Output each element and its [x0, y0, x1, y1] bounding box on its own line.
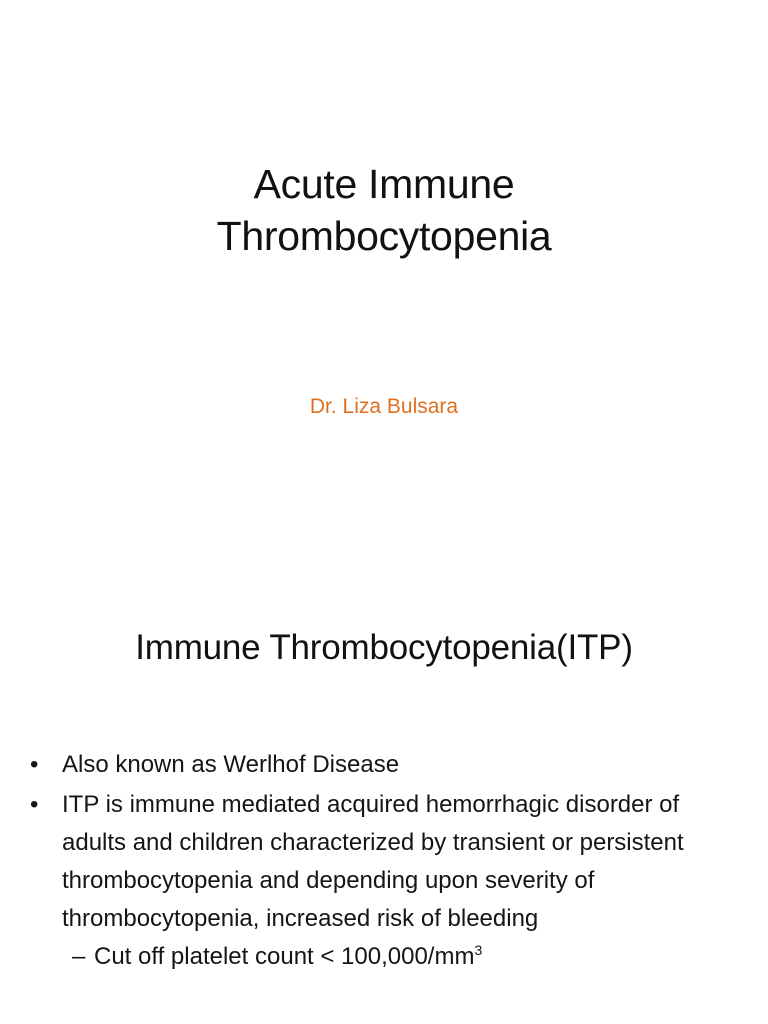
bullet-item	[30, 786, 730, 938]
author-name: Dr. Liza Bulsara	[309, 395, 459, 418]
slide-title-heading	[0, 158, 768, 262]
bullet-symbol: •	[30, 751, 39, 778]
bullet-list	[30, 746, 730, 974]
bullet-text: ITP is immune mediated acquired hemorrhagic disorder of adults and children characterized by transient or persistent thrombocytopenia and depending upon severity of thrombocytopenia, increased risk of bleeding	[62, 791, 684, 932]
dash-symbol: –	[72, 943, 86, 970]
superscript: 3	[474, 942, 483, 958]
slide-content	[0, 576, 768, 1024]
bullet-text: Also known as Werlhof Disease	[62, 751, 400, 778]
title-line-1: Acute Immune	[253, 161, 515, 207]
bullet-symbol: •	[30, 791, 39, 818]
sub-bullet-text: Cut off platelet count < 100,000/mm	[94, 943, 475, 970]
sub-bullet-item	[30, 940, 730, 974]
bullet-item	[30, 746, 730, 784]
slide-heading: Immune Thrombocytopenia(ITP)	[135, 628, 633, 667]
title-line-2: Thrombocytopenia	[216, 213, 552, 260]
